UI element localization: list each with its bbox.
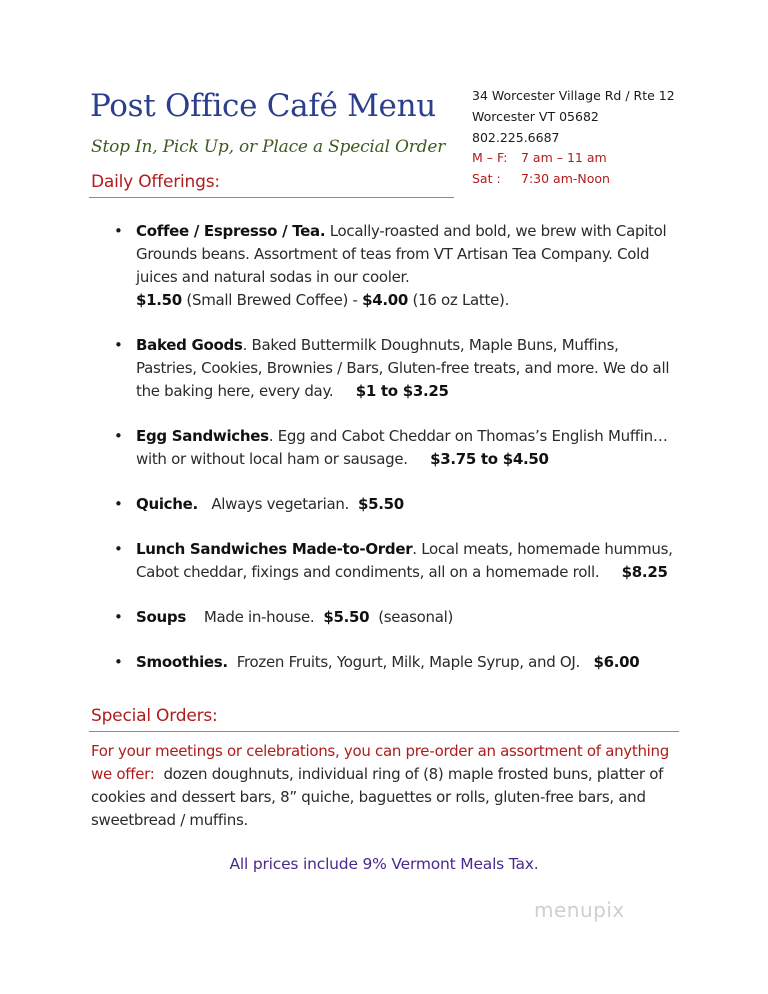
item-name: Quiche.: [136, 495, 198, 513]
item-name: Coffee / Espresso / Tea.: [136, 222, 326, 240]
item-price: $3.75 to $4.50: [430, 450, 549, 468]
special-orders-body: dozen doughnuts, individual ring of (8) maple frosted buns, platter of cookies and dessert bars, 8” quiche, baguettes or rolls, gluten-free bars, and sweetbread / muffins.: [91, 765, 664, 829]
item-description: Frozen Fruits, Yogurt, Milk, Maple Syrup, and OJ.: [236, 653, 581, 671]
menu-item-soups: [110, 606, 675, 629]
item-price: $5.50: [357, 495, 404, 513]
weekday-hours-value: 7 am – 11 am: [521, 150, 607, 166]
menu-item-quiche: [110, 493, 675, 516]
weekday-hours: [472, 148, 675, 169]
bullet-icon: •: [114, 427, 123, 445]
daily-offerings-list: [110, 220, 675, 696]
daily-offerings-heading: Daily Offerings:: [91, 172, 220, 192]
item-price-2-note: (16 oz Latte).: [412, 291, 510, 309]
item-description: Made in-house.: [203, 608, 315, 626]
item-name: Soups: [136, 608, 186, 626]
item-name: Egg Sandwiches: [136, 427, 269, 445]
item-name: Lunch Sandwiches Made-to-Order: [136, 540, 413, 558]
menu-title: Post Office Café Menu: [90, 88, 436, 124]
menu-item-smoothies: [110, 651, 675, 674]
item-description: . Local meats, homemade hummus, Cabot cheddar, fixings and condiments, all on a homemade roll.: [136, 540, 673, 581]
contact-block: [472, 86, 675, 190]
menu-item-egg-sandwiches: [110, 425, 675, 471]
item-price-note: (Small Brewed Coffee) -: [186, 291, 358, 309]
bullet-icon: •: [114, 540, 123, 558]
menu-item-lunch-sandwiches: [110, 538, 675, 584]
item-price: $8.25: [621, 563, 668, 581]
bullet-icon: •: [114, 336, 123, 354]
item-name: Smoothies.: [136, 653, 228, 671]
menu-subtitle: Stop In, Pick Up, or Place a Special Order: [91, 137, 446, 157]
item-price-note: (seasonal): [378, 608, 454, 626]
special-orders-intro: For your meetings or celebrations, you can pre-order an assortment of anything we offer:: [91, 742, 669, 783]
street-address: 34 Worcester Village Rd / Rte 12: [472, 88, 675, 103]
bullet-icon: •: [114, 653, 123, 671]
item-price-2: $4.00: [362, 291, 409, 309]
item-price: $6.00: [593, 653, 640, 671]
saturday-hours-value: 7:30 am-Noon: [521, 171, 610, 187]
weekday-hours-label: M – F:: [472, 150, 508, 166]
tax-note: All prices include 9% Vermont Meals Tax.: [229, 855, 539, 873]
special-orders-text: [91, 740, 691, 832]
item-description: . Baked Buttermilk Doughnuts, Maple Buns, Muffins, Pastries, Cookies, Brownies / Bars, Gluten-free treats, and more. We do all the baking here, every day.: [136, 336, 670, 400]
saturday-hours-label: Sat :: [472, 171, 501, 187]
menu-item-coffee: [110, 220, 675, 312]
phone-number: 802.225.6687: [472, 129, 560, 145]
saturday-hours: [472, 169, 675, 190]
bullet-icon: •: [114, 222, 123, 240]
item-description: . Egg and Cabot Cheddar on Thomas’s English Muffin…with or without local ham or sausage.: [136, 427, 668, 468]
item-price: $5.50: [323, 608, 370, 626]
city-state-zip: Worcester VT 05682: [472, 108, 599, 124]
item-price: $1.50: [136, 291, 182, 309]
item-name: Baked Goods: [136, 336, 243, 354]
bullet-icon: •: [114, 608, 123, 626]
bullet-icon: •: [114, 495, 123, 513]
watermark-logo: menupix: [534, 898, 625, 922]
item-description: Locally-roasted and bold, we brew with Capitol Grounds beans. Assortment of teas from VT Artisan Tea Company. Cold juices and natural sodas in our cooler.: [136, 222, 667, 286]
menu-item-baked-goods: [110, 334, 675, 403]
special-orders-divider: [89, 731, 679, 732]
special-orders-heading: Special Orders:: [91, 706, 218, 726]
item-description: Always vegetarian.: [211, 495, 350, 513]
daily-offerings-divider: [89, 197, 454, 198]
item-price: $1 to $3.25: [355, 382, 449, 400]
